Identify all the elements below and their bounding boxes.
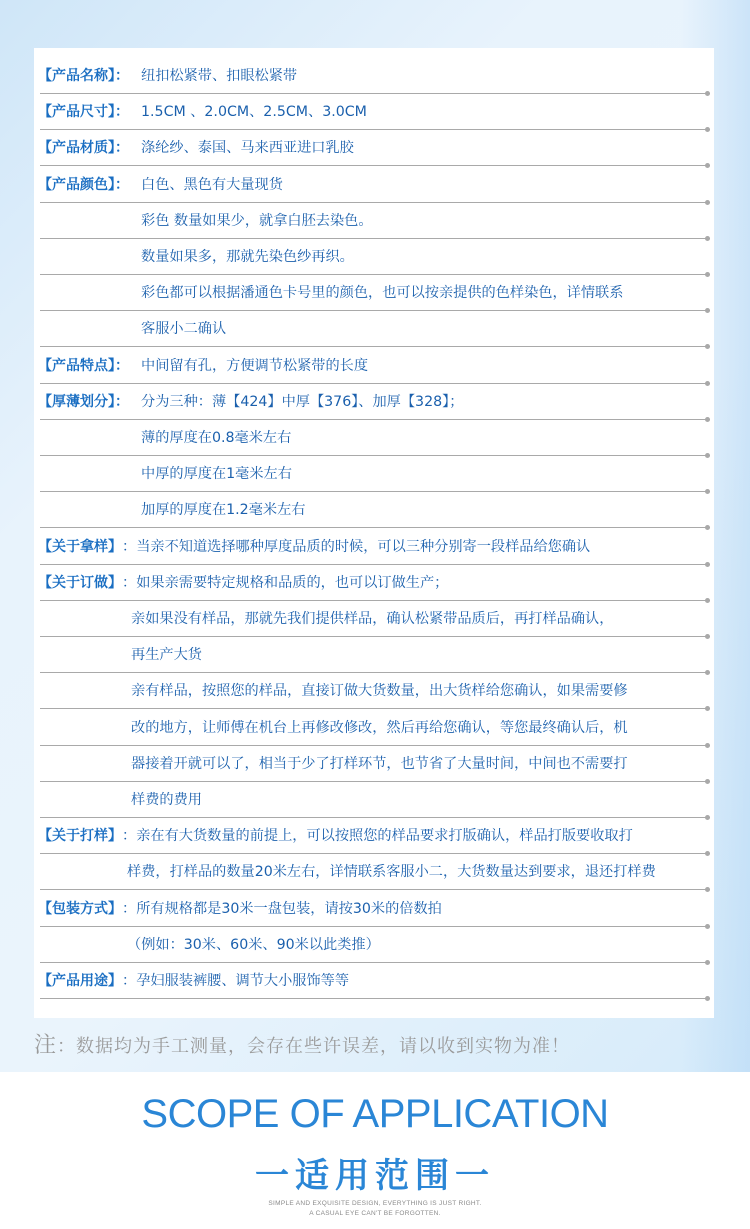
spec-row	[34, 782, 714, 818]
spec-label: 【包装方式】	[38, 900, 122, 917]
spec-value: 数量如果多，那就先染色纱再织。	[141, 249, 354, 265]
row-divider	[40, 998, 710, 999]
spec-value: 1.5CM 、2.0CM、2.5CM、3.0CM	[141, 104, 367, 121]
spec-row	[34, 239, 714, 275]
spec-row	[34, 637, 714, 673]
spec-row	[34, 167, 714, 203]
spec-row	[34, 203, 714, 239]
spec-row	[34, 854, 714, 890]
spec-value: 彩色都可以根据潘通色卡号里的颜色，也可以按亲提供的色样染色，详情联系	[141, 285, 624, 302]
spec-value: ：当亲不知道选择哪种厚度品质的时候，可以三种分别寄一段样品给您确认	[122, 538, 591, 555]
note-text: ：数据均为手工测量，会存在些许误差，请以收到实物为准！	[57, 1036, 571, 1057]
spec-card	[34, 48, 714, 1018]
spec-row	[34, 275, 714, 311]
spec-row	[34, 130, 714, 166]
spec-label: 【关于打样】	[38, 828, 122, 845]
spec-value: 中厚的厚度在1毫米左右	[141, 466, 292, 483]
spec-label: 【产品尺寸】：	[38, 104, 129, 121]
spec-row	[34, 746, 714, 782]
spec-value: ：孕妇服装裤腰、调节大小服饰等等	[122, 973, 350, 989]
scope-title-cn: 一适用范围一	[255, 1156, 495, 1196]
spec-label: 【产品特点】：	[38, 357, 129, 374]
spec-value: 器接着开就可以了，相当于少了打样环节，也节省了大量时间，中间也不需要打	[131, 755, 628, 772]
spec-value: 客服小二确认	[141, 321, 227, 338]
spec-value: 样费，打样品的数量20米左右，详情联系客服小二，大货数量达到要求，退还打样费	[127, 864, 656, 881]
measurement-note	[34, 1028, 570, 1059]
spec-value: 中间留有孔，方便调节松紧带的长度	[141, 357, 369, 374]
spec-row	[34, 818, 714, 854]
spec-value: 彩色 数量如果少，就拿白胚去染色。	[141, 212, 373, 229]
spec-row	[34, 384, 714, 420]
spec-value: 亲如果没有样品，那就先我们提供样品，确认松紧带品质后，再打样品确认，	[131, 611, 614, 627]
spec-row	[34, 565, 714, 601]
spec-row	[34, 94, 714, 130]
spec-value: 薄的厚度在0.8毫米左右	[141, 430, 292, 446]
spec-value: 加厚的厚度在1.2毫米左右	[141, 502, 306, 519]
spec-row	[34, 456, 714, 492]
spec-label: 【厚薄划分】：	[38, 393, 129, 410]
spec-value: 亲有样品，按照您的样品，直接订做大货数量，出大货样给您确认，如果需要修	[131, 683, 628, 700]
spec-value: 样费的费用	[131, 792, 202, 808]
spec-value: ：亲在有大货数量的前提上，可以按照您的样品要求打版确认，样品打版要收取打	[122, 828, 633, 845]
spec-row	[34, 891, 714, 927]
spec-label: 【产品颜色】：	[38, 176, 129, 193]
tagline-1: SIMPLE AND EXQUISITE DESIGN, EVERYTHING IS JUST RIGHT.	[268, 1200, 482, 1207]
spec-row	[34, 673, 714, 709]
scope-title-en: SCOPE OF APPLICATION	[141, 1092, 609, 1136]
spec-row	[34, 420, 714, 456]
spec-row	[34, 529, 714, 565]
spec-value: 改的地方，让师傅在机台上再修改修改，然后再给您确认，等您最终确认后，机	[131, 719, 628, 736]
spec-value: 再生产大货	[131, 647, 202, 664]
spec-value: ：所有规格都是30米一盘包装，请按30米的倍数拍	[122, 900, 442, 917]
spec-label: 【关于拿样】	[38, 538, 122, 555]
spec-value: 纽扣松紧带、扣眼松紧带	[141, 68, 298, 84]
spec-value: 涤纶纱、泰国、马来西亚进口乳胶	[141, 140, 354, 157]
spec-row	[34, 710, 714, 746]
tagline-2: A CASUAL EYE CAN'T BE FORGOTTEN.	[309, 1210, 441, 1217]
spec-value: ：如果亲需要特定规格和品质的，也可以订做生产；	[122, 574, 449, 591]
spec-value: （例如：30米、60米、90米以此类推）	[127, 936, 380, 953]
spec-value: 分为三种：薄【424】中厚【376】、加厚【328】；	[141, 393, 464, 410]
divider-dot	[705, 996, 710, 1001]
spec-label: 【关于订做】	[38, 574, 122, 591]
spec-label: 【产品名称】：	[38, 68, 129, 84]
spec-row	[34, 601, 714, 637]
spec-row	[34, 963, 714, 999]
spec-row	[34, 927, 714, 963]
spec-row	[34, 492, 714, 528]
spec-row	[34, 348, 714, 384]
spec-value: 白色、黑色有大量现货	[141, 176, 283, 193]
spec-label: 【产品材质】：	[38, 140, 129, 157]
spec-row	[34, 311, 714, 347]
note-prefix: 注	[34, 1033, 58, 1058]
spec-label: 【产品用途】	[38, 973, 122, 989]
spec-row	[34, 58, 714, 94]
